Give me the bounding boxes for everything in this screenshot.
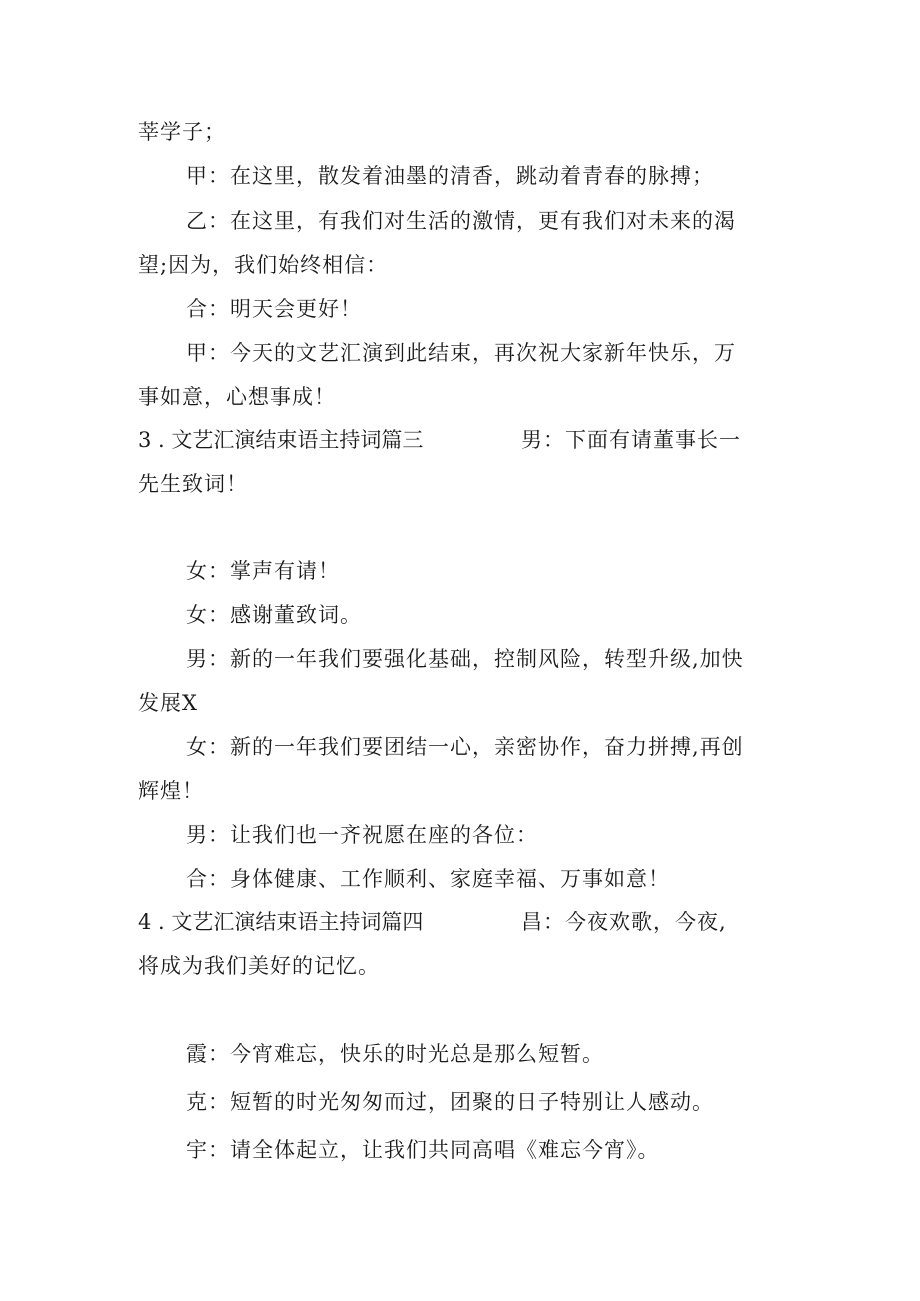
section-heading: 4 . 文艺汇演结束语主持词篇四	[138, 910, 424, 934]
text-line: 合：明天会更好！	[186, 297, 362, 321]
text-line: 甲：在这里，散发着油墨的清香，跳动着青春的脉搏；	[186, 164, 714, 188]
text-line: 乙：在这里，有我们对生活的激情，更有我们对未来的渴	[186, 209, 736, 233]
text-line: 合：身体健康、工作顺利、家庭幸福、万事如意！	[186, 867, 670, 891]
text-line: 男：让我们也一齐祝愿在座的各位：	[186, 823, 538, 847]
text-line: 先生致词！	[138, 472, 248, 496]
text-line: 望;因为，我们始终相信：	[138, 253, 389, 277]
text-line: 霞：今宵难忘，快乐的时光总是那么短暂。	[186, 1042, 604, 1066]
section-heading: 3 . 文艺汇演结束语主持词篇三	[138, 428, 424, 452]
text-line: 将成为我们美好的记忆。	[138, 954, 380, 978]
text-line: 事如意，心想事成！	[138, 385, 336, 409]
text-line: 男：下面有请董事长一	[521, 428, 741, 452]
text-line: 克：短暂的时光匆匆而过，团聚的日子特别让人感动。	[186, 1090, 714, 1114]
text-line: 女：掌声有请！	[186, 559, 340, 583]
text-line: 辉煌！	[138, 779, 204, 803]
text-line: 女：感谢董致词。	[186, 603, 362, 627]
text-line: 莘学子；	[138, 120, 226, 144]
text-line: 宇：请全体起立，让我们共同高唱《难忘今宵》。	[186, 1138, 660, 1162]
text-line: 女：新的一年我们要团结一心，亲密协作，奋力拼搏,再创	[186, 735, 744, 759]
text-line: 男：新的一年我们要强化基础，控制风险，转型升级,加快	[186, 647, 744, 671]
text-line: 发展X	[138, 691, 198, 715]
text-line: 甲：今天的文艺汇演到此结束，再次祝大家新年快乐，万	[186, 341, 736, 365]
text-line: 昌：今夜欢歌，今夜,	[521, 910, 727, 934]
